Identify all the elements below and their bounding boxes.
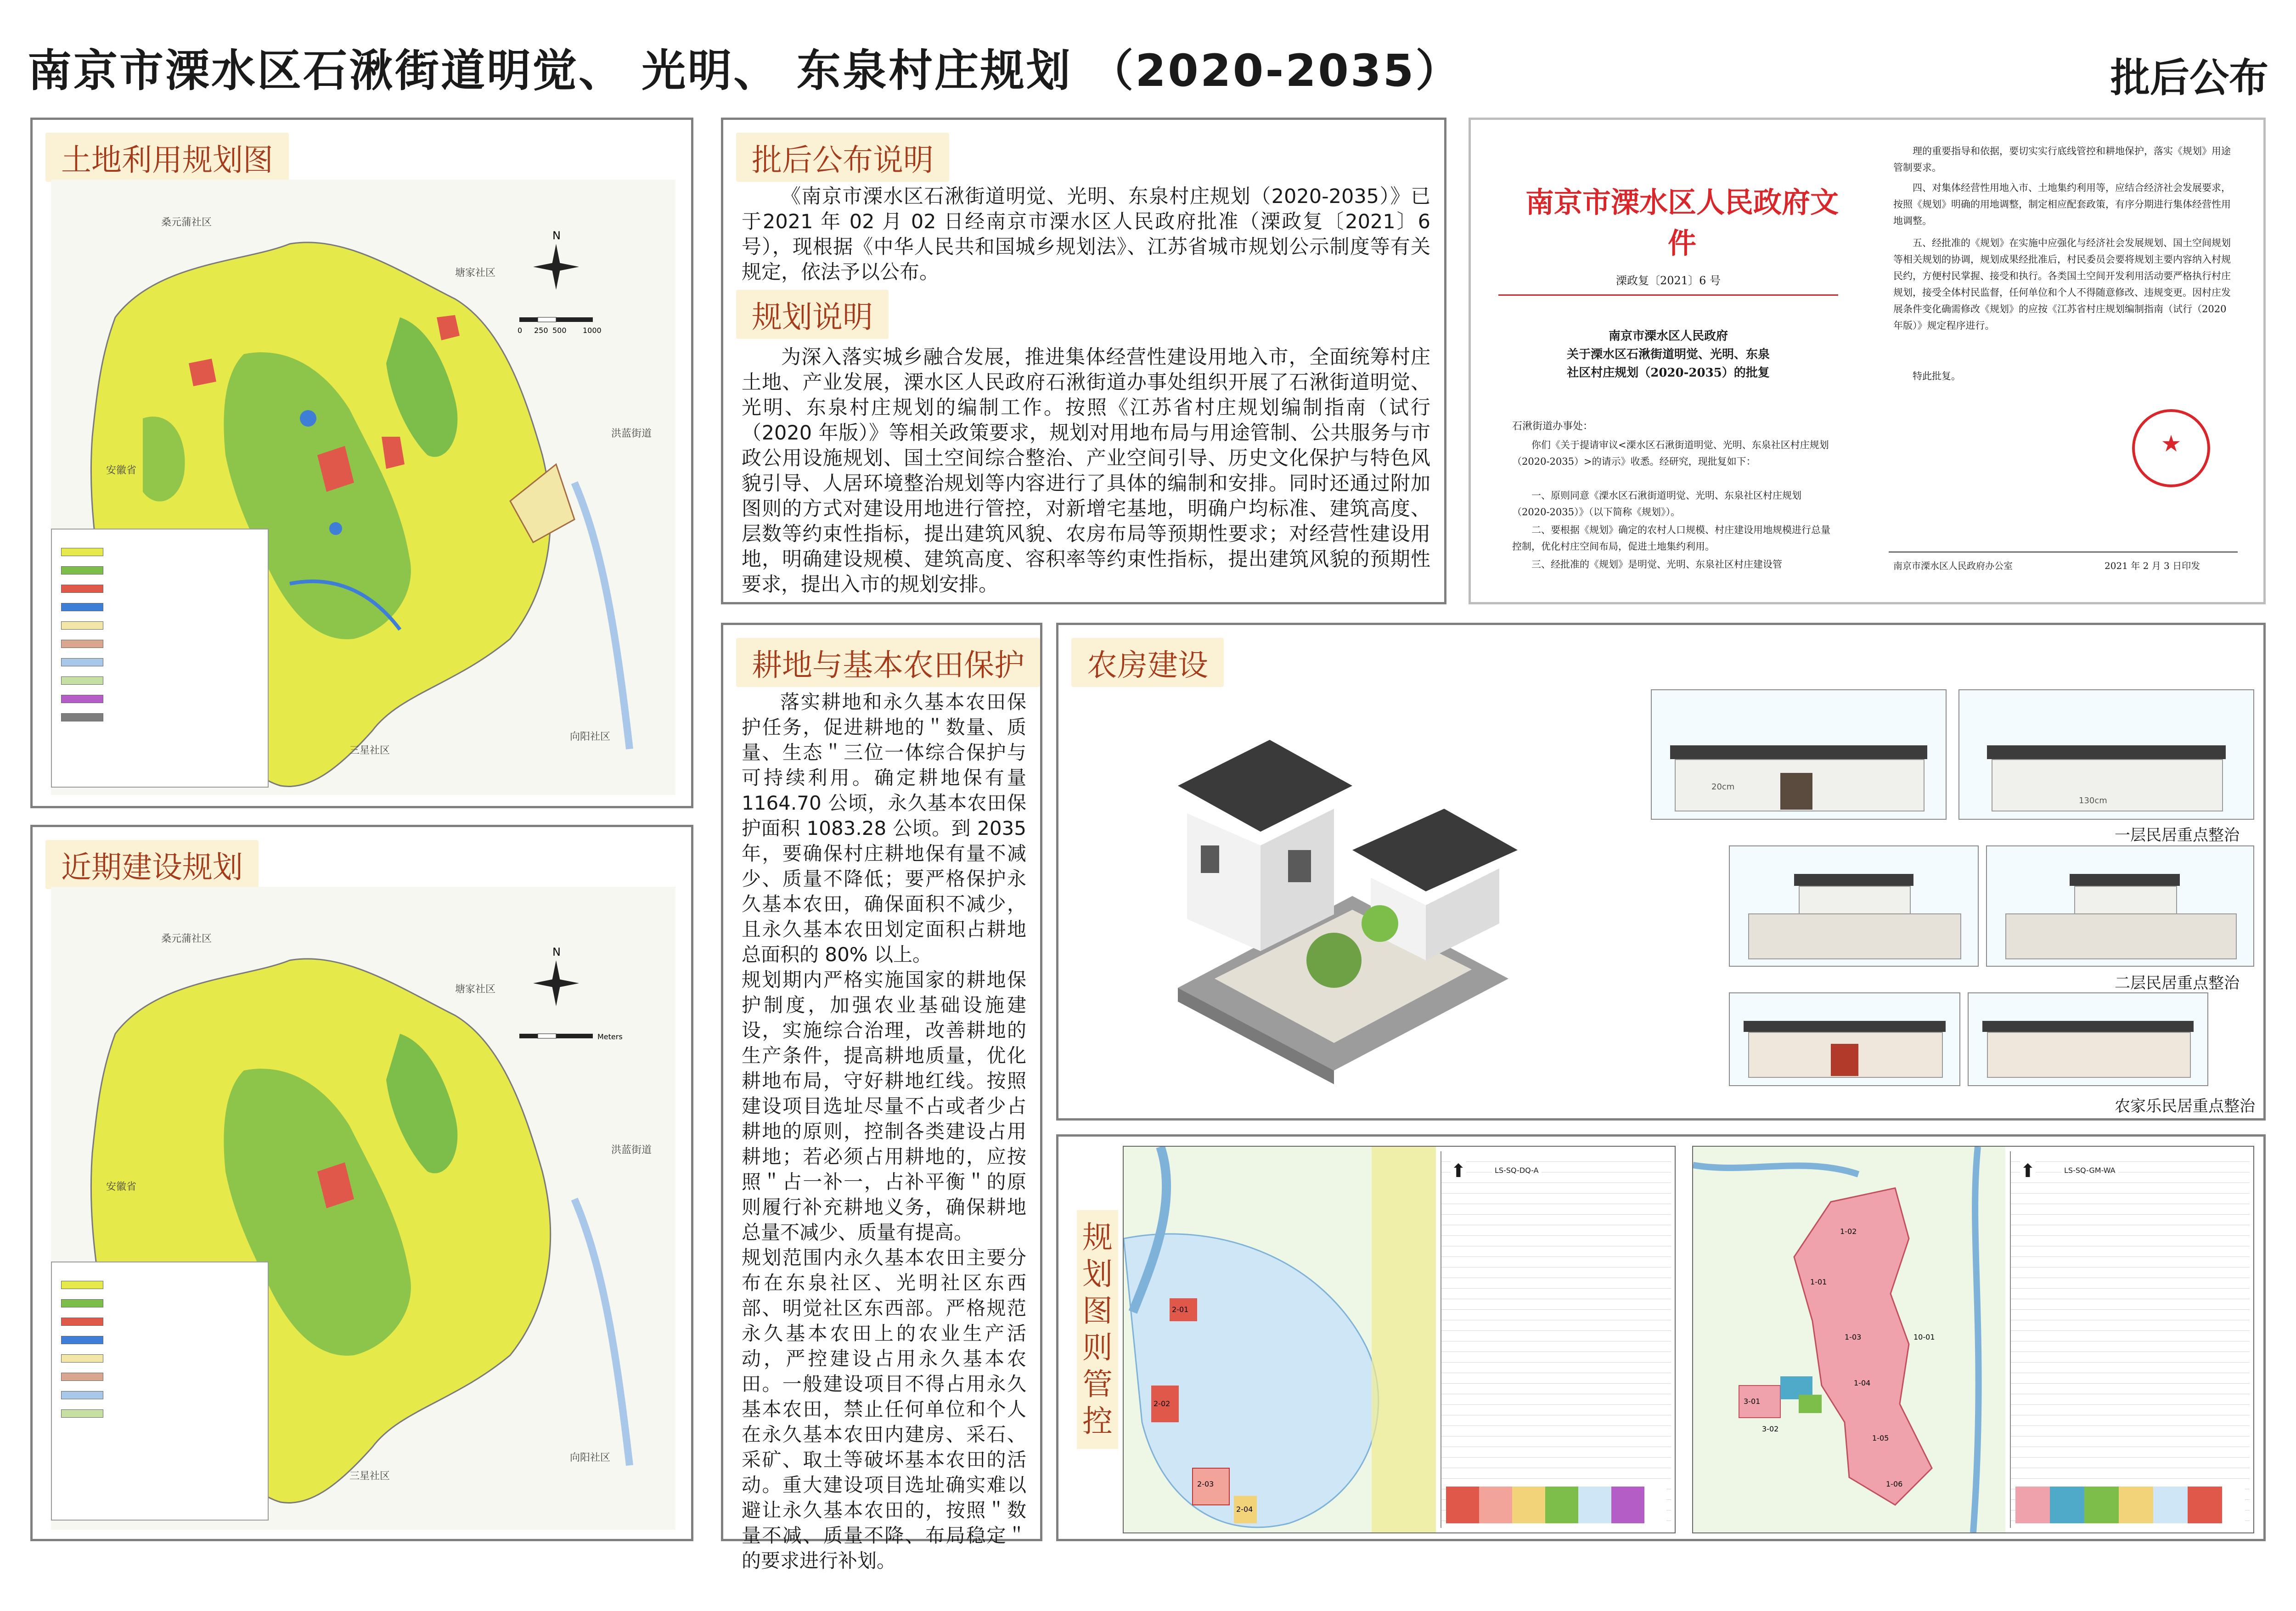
parcel-label: 2-03: [1197, 1480, 1214, 1488]
roof: [1744, 1021, 1946, 1032]
doc-right-p2: 四、对集体经营性用地入市、土地集约利用等，应结合经济社会发展要求，按照《规划》明确的用地调整，制定相应配套政策，有序分期进行集体经营性用地调整。: [1893, 182, 2231, 226]
approval-document: [1469, 118, 2266, 604]
sheet-b-code: LS-SQ-GM-WA: [2061, 1165, 2118, 1176]
lower-wall: [2005, 913, 2237, 959]
parcel-label: 1-04: [1854, 1379, 1871, 1387]
roof: [2070, 874, 2180, 886]
roof: [1982, 1021, 2194, 1032]
doc-number: 溧政复〔2021〕6 号: [1616, 274, 1721, 287]
page-title: 南京市溧水区石湫街道明觉、 光明、 东泉村庄规划 （2020-2035）: [28, 45, 1462, 96]
gable: [1987, 745, 2226, 759]
elevation-farmstay-b: [1968, 992, 2208, 1086]
sheet-a-table: [1441, 1151, 1671, 1528]
elevation-single-front: [1651, 689, 1947, 820]
caption-single-storey: 一层民居重点整治: [2115, 826, 2240, 845]
doc-left-p4: 三、经批准的《规划》是明觉、光明、东泉社区村庄建设管: [1531, 559, 1782, 570]
door: [1780, 773, 1812, 810]
official-seal: [2132, 409, 2210, 487]
doc-left-p2: 一、原则同意《溧水区石湫街道明觉、光明、东泉社区村庄规划（2020-2035）》（以下简称《规划》）。: [1512, 490, 1801, 518]
doc-subject-2: 社区村庄规划（2020-2035）的批复: [1567, 366, 1770, 380]
scale-1000: 1000: [583, 326, 602, 335]
plan-text: 为深入落实城乡融合发展，推进集体经营性建设用地入市，全面统筹村庄土地、产业发展，溧水区人民政府石湫街道办事处组织开展了石湫街道明觉、光明、东泉村庄规划的编制工作。按照《江苏省村庄规划编制指南（试行（2020 年版）》等相关政策要求，规划对用地布局与用途管制、公共服务与市政公用设施规划、国土空间综合整治、产业空间引导、历史文化保护与特色风貌引导、人居环境整治规划等内容进行了具体的编制和安排。同时还通过附加图则的方式对建设用地进行管控，对新增宅基地，明确户均标准、建筑高度、层数等约束性指标，提出建筑风貌、农房布局等预期性要求；对经营性建设用地，明确建设规模、建筑高度、容积率等约束性指标，提出建筑风貌的预期性要求，提出入市的规划安排。: [742, 346, 1430, 596]
notice-heading: 批后公布说明: [736, 133, 949, 182]
zoning-panel: [1056, 1134, 2266, 1541]
doc-org-title: 南京市溧水区人民政府文件: [1525, 186, 1839, 260]
status-tag: 批后公布: [2110, 55, 2268, 101]
scale-500: 500: [552, 326, 567, 335]
caption-two-storey: 二层民居重点整治: [2115, 974, 2240, 992]
scale-0: 0: [518, 326, 523, 335]
elevation-single-side: [1958, 689, 2254, 820]
parcel-label: 1-05: [1872, 1434, 1889, 1442]
doc-left-p1: 你们《关于提请审议<溧水区石湫街道明觉、光明、东泉社区村庄规划（2020-2035）>的请示》收悉。经研究，现批复如下：: [1512, 439, 1829, 467]
wall: [1992, 759, 2223, 811]
land-use-legend: [51, 529, 269, 788]
compass-icon: ⬆: [2020, 1160, 2036, 1182]
near-term-legend: [51, 1262, 269, 1521]
elevation-two-storey-b: [1986, 845, 2254, 967]
map-label-honglan: 洪蓝街道: [611, 1144, 652, 1156]
land-use-panel: [30, 118, 693, 808]
red-door: [1831, 1044, 1858, 1076]
map-label-xiangyang: 向阳社区: [570, 1452, 611, 1464]
sheet-a-code: LS-SQ-DQ-A: [1492, 1165, 1542, 1176]
zoning-heading: 规划图则管控: [1077, 1210, 1118, 1449]
farmland-text: 落实耕地和永久基本农田保护任务，促进耕地的＂数量、质量、生态＂三位一体综合保护与可持续利用。确定耕地保有量1164.70 公顷，永久基本农田保护面积 1083.28 公顷。到 2035年，要确保村庄耕地保有量不减少、质量不降低；要严格保护永久基本农田，确保面积不减少，且永久基本农田划定面积占耕地总面积的 80% 以上。 规划期内严格实施国家的耕地保护制度，加强农业基础设施建设，实施综合治理，改善耕地的生产条件，提高耕地质量，优化耕地布局，守好耕地红线。按照建设项目选址尽量不占或者少占耕地的原则，控制各类建设占用耕地；若必须占用耕地的，应按照＂占一补一，占补平衡＂的原则履行补充耕地义务，确保耕地总量不减少、质量有提高。 规划范围内永久基本农田主要分布在东泉社区、光明社区东西部、明觉社区东西部。严格规范永久基本农田上的农业生产活动，严控建设占用永久基本农田。一般建设项目不得占用永久基本农田，禁止任何单位和个人在永久基本农田内建房、采石、采矿、取土等破坏基本农田的活动。重大建设项目选址确实难以避让永久基本农田的，按照＂数量不减、质量不降、布局稳定＂的要求进行补划。: [742, 691, 1026, 1572]
upper-wall: [1799, 886, 1911, 915]
map-label-xiangyang: 向阳社区: [570, 731, 611, 743]
sheet-b-table: [2010, 1151, 2250, 1528]
lower-wall: [1748, 913, 1961, 959]
doc-footer-right: 2021 年 2 月 3 日印发: [2105, 560, 2200, 571]
map-label-honglan: 洪蓝街道: [611, 428, 652, 439]
scale-250: 250: [534, 326, 548, 335]
wall: [1987, 1032, 2191, 1078]
housing-heading: 农房建设: [1071, 638, 1224, 687]
north-label: N: [552, 229, 561, 242]
zoning-sheet-a: [1123, 1146, 1676, 1533]
map-label-tangjia: 塘家社区: [455, 984, 496, 995]
doc-red-rule: [1498, 294, 1838, 296]
parcel-label: 10-01: [1913, 1333, 1935, 1341]
notice-text: 《南京市溧水区石湫街道明觉、光明、东泉村庄规划（2020-2035）》已于2021 年 02 月 02 日经南京市溧水区人民政府批准（溧政复〔2021〕6 号），现根据《中华人民共和国城乡规划法》、江苏省城市规划公示制度等有关规定，依法予以公布。: [742, 185, 1437, 284]
parcel-label: 1-03: [1845, 1333, 1862, 1341]
land-use-heading: 土地利用规划图: [45, 133, 289, 182]
elevation-two-storey-a: [1729, 845, 1979, 967]
parcel-label: 2-01: [1172, 1305, 1189, 1314]
doc-subject-1: 关于溧水区石湫街道明觉、光明、东泉: [1566, 348, 1770, 361]
parcel-label: 1-01: [1810, 1278, 1827, 1286]
map-label-sangyuanpu: 桑元蒲社区: [161, 217, 212, 228]
housing-panel: [1056, 623, 2266, 1121]
farmland-panel: [721, 623, 1042, 1572]
notice-panel: [721, 118, 1446, 604]
map-label-sanxing: 三星社区: [349, 1470, 390, 1482]
doc-right-p1: 理的重要指导和依据，要切实实行底线管控和耕地保护，落实《规划》用途管制要求。: [1893, 146, 2231, 173]
doc-issuer: 南京市溧水区人民政府: [1608, 329, 1728, 343]
legend-swatches: [1446, 1487, 1666, 1523]
elevation-farmstay-a: [1729, 992, 1960, 1086]
caption-farmstay: 农家乐民居重点整治: [2115, 1097, 2255, 1115]
map-label-sanxing: 三星社区: [349, 745, 390, 756]
parcel-label: 1-06: [1886, 1480, 1903, 1488]
map-label-anhui: 安徽省: [106, 1181, 137, 1193]
parcel-label: 3-01: [1744, 1397, 1761, 1406]
map-label-tangjia: 塘家社区: [455, 267, 496, 279]
scale-unit: Meters: [597, 1032, 623, 1041]
upper-wall: [2074, 886, 2177, 915]
doc-left-p3: 二、要根据《规划》确定的农村人口规模、村庄建设用地规模进行总量控制，优化村庄空间布局，促进土地集约利用。: [1512, 524, 1830, 552]
compass-icon: ⬆: [1451, 1160, 1466, 1182]
doc-footer-left: 南京市溧水区人民政府办公室: [1893, 560, 2013, 571]
roof: [1794, 874, 1913, 886]
doc-right-page: [1875, 134, 2251, 584]
parcel-label: 3-02: [1762, 1425, 1779, 1433]
map-label-sangyuanpu: 桑元蒲社区: [161, 933, 212, 945]
zoning-map-a: [1124, 1147, 1436, 1532]
near-term-panel: [30, 825, 693, 1541]
zoning-sheet-b: [1692, 1146, 2254, 1533]
near-term-heading: 近期建设规划: [45, 840, 259, 889]
dim-label: 20cm: [1711, 782, 1735, 792]
map-label-anhui: 安徽省: [106, 465, 137, 476]
courtyard-rendering: [1095, 694, 1577, 1093]
north-label: N: [552, 946, 561, 958]
parcel-label: 1-02: [1840, 1227, 1857, 1236]
legend-swatches: [2015, 1487, 2245, 1523]
seal-star-icon: ★: [2161, 430, 2182, 457]
doc-left-page: [1485, 134, 1852, 584]
doc-addressee: 石湫街道办事处：: [1512, 421, 1593, 432]
zoning-map-b: [1693, 1147, 2005, 1532]
parcel-label: 2-02: [1154, 1399, 1171, 1408]
doc-right-p4: 特此批复。: [1913, 371, 1961, 382]
parcel-label: 2-04: [1236, 1505, 1253, 1514]
roof: [1670, 745, 1927, 759]
farmland-heading: 耕地与基本农田保护: [736, 638, 1040, 687]
doc-right-p3: 五、经批准的《规划》在实施中应强化与经济社会发展规划、国土空间规划等相关规划的协调，规划成果经批准后，村民委员会要将规划主要内容纳入村规民约，方便村民掌握、接受和执行。各类国土空间开发利用活动要严格执行村庄规划，接受全体村民监督，任何单位和个人不得随意修改、违规变更。因村庄发展条件变化确需修改《规划》的应按《江苏省村庄规划编制指南（试行（2020 年版）》规定程序进行。: [1893, 237, 2231, 331]
plan-heading: 规划说明: [736, 290, 889, 339]
dim-label: 130cm: [2079, 796, 2107, 806]
